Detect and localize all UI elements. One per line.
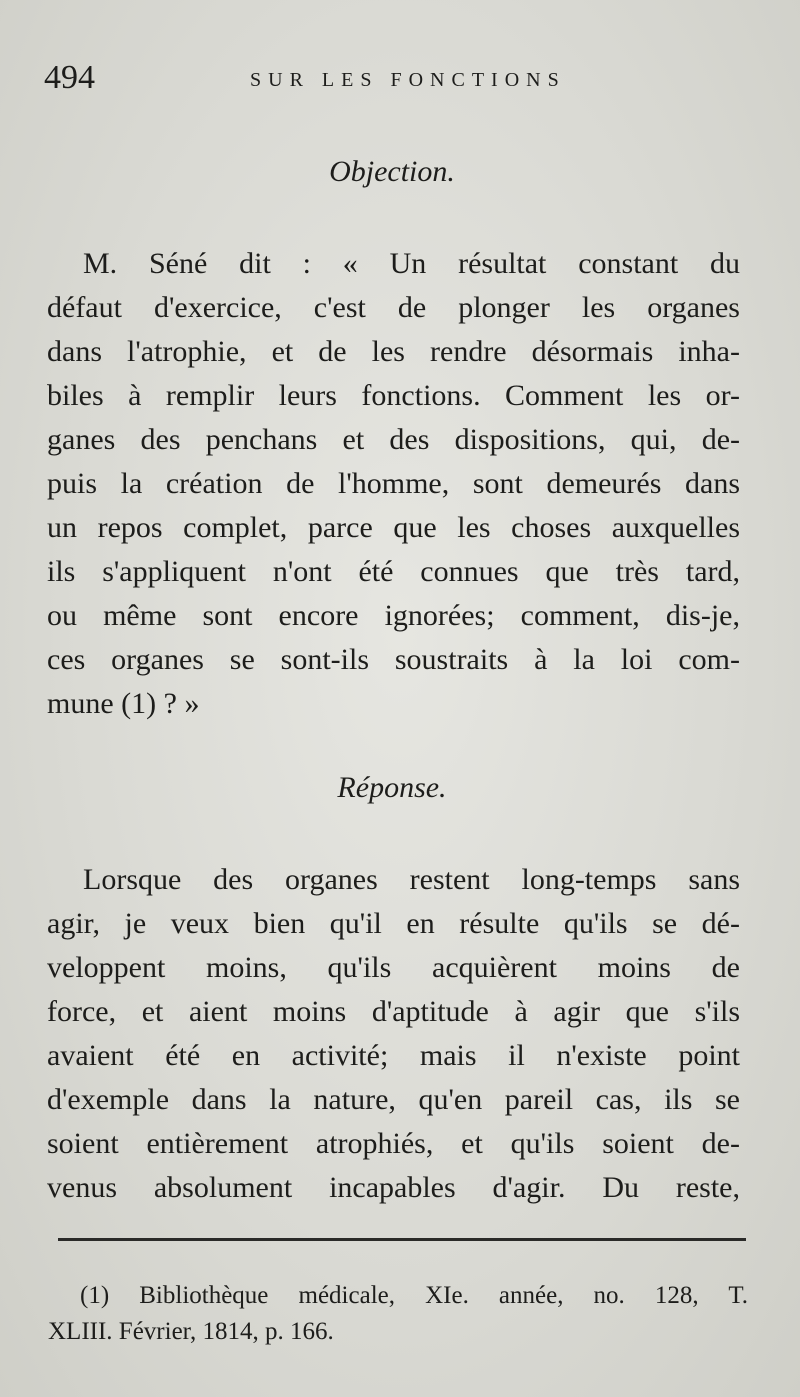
footnote-divider [58, 1238, 746, 1241]
text-line: puis la création de l'homme, sont demeurés dans [47, 467, 740, 500]
reponse-paragraph [47, 858, 740, 1210]
text-line: force, et aient moins d'aptitude à agir que s'ils [47, 995, 740, 1028]
text-line: ganes des penchans et des dispositions, qui, de- [47, 423, 740, 456]
footnote [48, 1278, 748, 1350]
text-line: soient entièrement atrophiés, et qu'ils soient de- [47, 1127, 740, 1160]
footnote-line: (1) Bibliothèque médicale, XIe. année, no. 128, T. [80, 1282, 748, 1309]
text-line: ils s'appliquent n'ont été connues que très tard, [47, 555, 740, 588]
text-line: d'exemple dans la nature, qu'en pareil cas, ils se [47, 1083, 740, 1116]
text-line: Lorsque des organes restent long-temps sans [83, 863, 740, 896]
objection-heading: Objection. [329, 155, 455, 188]
text-line: M. Séné dit : « Un résultat constant du [83, 247, 740, 280]
text-line: agir, je veux bien qu'il en résulte qu'ils se dé- [47, 907, 740, 940]
running-head: SUR LES FONCTIONS [250, 69, 566, 91]
page-header [44, 58, 744, 98]
text-line: veloppent moins, qu'ils acquièrent moins de [47, 951, 740, 984]
reponse-heading: Réponse. [337, 771, 447, 804]
text-line: défaut d'exercice, c'est de plonger les organes [47, 291, 740, 324]
text-line: mune (1) ? » [47, 687, 200, 720]
footnote-line: XLIII. Février, 1814, p. 166. [48, 1318, 334, 1345]
text-line: ces organes se sont-ils soustraits à la loi com- [47, 643, 740, 676]
text-line: venus absolument incapables d'agir. Du reste, [47, 1171, 740, 1204]
text-line: avaient été en activité; mais il n'existe point [47, 1039, 740, 1072]
objection-paragraph [47, 242, 740, 726]
page-number: 494 [44, 59, 95, 96]
text-line: biles à remplir leurs fonctions. Comment les or- [47, 379, 740, 412]
text-line: ou même sont encore ignorées; comment, dis-je, [47, 599, 740, 632]
text-line: dans l'atrophie, et de les rendre désormais inha- [47, 335, 740, 368]
text-line: un repos complet, parce que les choses auxquelles [47, 511, 740, 544]
